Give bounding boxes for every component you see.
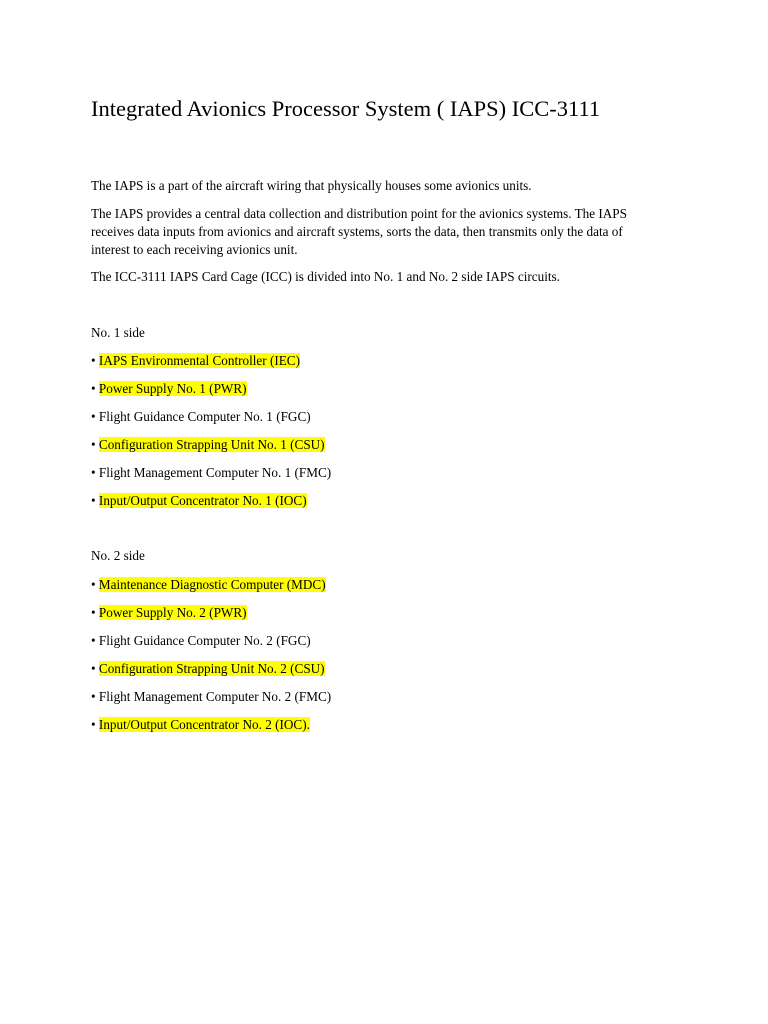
list-item-text: Maintenance Diagnostic Computer (MDC) (98, 577, 326, 592)
bullet-icon: • (91, 409, 96, 424)
bullet-icon: • (91, 577, 96, 592)
bullet-icon: • (91, 633, 96, 648)
bullet-icon: • (91, 381, 96, 396)
list-item-text: Flight Management Computer No. 2 (FMC) (98, 689, 332, 704)
list-item (91, 632, 311, 650)
list-item (91, 492, 307, 510)
intro-paragraph: The IAPS is a part of the aircraft wiring that physically houses some avionics units. (91, 178, 532, 193)
list-item-text: Power Supply No. 2 (PWR) (98, 605, 247, 620)
list-item-text: Flight Guidance Computer No. 2 (FGC) (98, 633, 311, 648)
bullet-icon: • (91, 437, 96, 452)
section-label-no2: No. 2 side (91, 548, 145, 563)
list-item (91, 604, 247, 622)
document-title: Integrated Avionics Processor System ( IAPS) ICC-3111 (91, 96, 601, 121)
list-item (91, 436, 325, 454)
section-label-no1: No. 1 side (91, 325, 145, 340)
bullet-icon: • (91, 353, 96, 368)
list-item (91, 688, 331, 706)
list-item-text: Input/Output Concentrator No. 1 (IOC) (98, 493, 307, 508)
list-item-text: Flight Management Computer No. 1 (FMC) (98, 465, 332, 480)
list-item (91, 576, 326, 594)
list-item-text: Input/Output Concentrator No. 2 (IOC). (98, 717, 310, 732)
bullet-icon: • (91, 493, 96, 508)
bullet-icon: • (91, 605, 96, 620)
bullet-icon: • (91, 717, 96, 732)
card-cage-paragraph: The ICC-3111 IAPS Card Cage (ICC) is divided into No. 1 and No. 2 side IAPS circuits. (91, 269, 560, 284)
list-item (91, 380, 247, 398)
list-item (91, 660, 325, 678)
list-item-text: IAPS Environmental Controller (IEC) (98, 353, 300, 368)
bullet-icon: • (91, 661, 96, 676)
list-item (91, 352, 300, 370)
list-item-text: Flight Guidance Computer No. 1 (FGC) (98, 409, 311, 424)
bullet-icon: • (91, 689, 96, 704)
list-item-text: Power Supply No. 1 (PWR) (98, 381, 247, 396)
list-item-text: Configuration Strapping Unit No. 1 (CSU) (98, 437, 325, 452)
bullet-icon: • (91, 465, 96, 480)
list-item (91, 464, 331, 482)
list-item (91, 716, 310, 734)
list-item-text: Configuration Strapping Unit No. 2 (CSU) (98, 661, 325, 676)
description-paragraph: The IAPS provides a central data collection and distribution point for the avionics systems. The IAPS receives data inputs from avionics and aircraft systems, sorts the data, then transmits only the data of interest to each receiving avionics unit. (91, 206, 627, 257)
list-item (91, 408, 311, 426)
